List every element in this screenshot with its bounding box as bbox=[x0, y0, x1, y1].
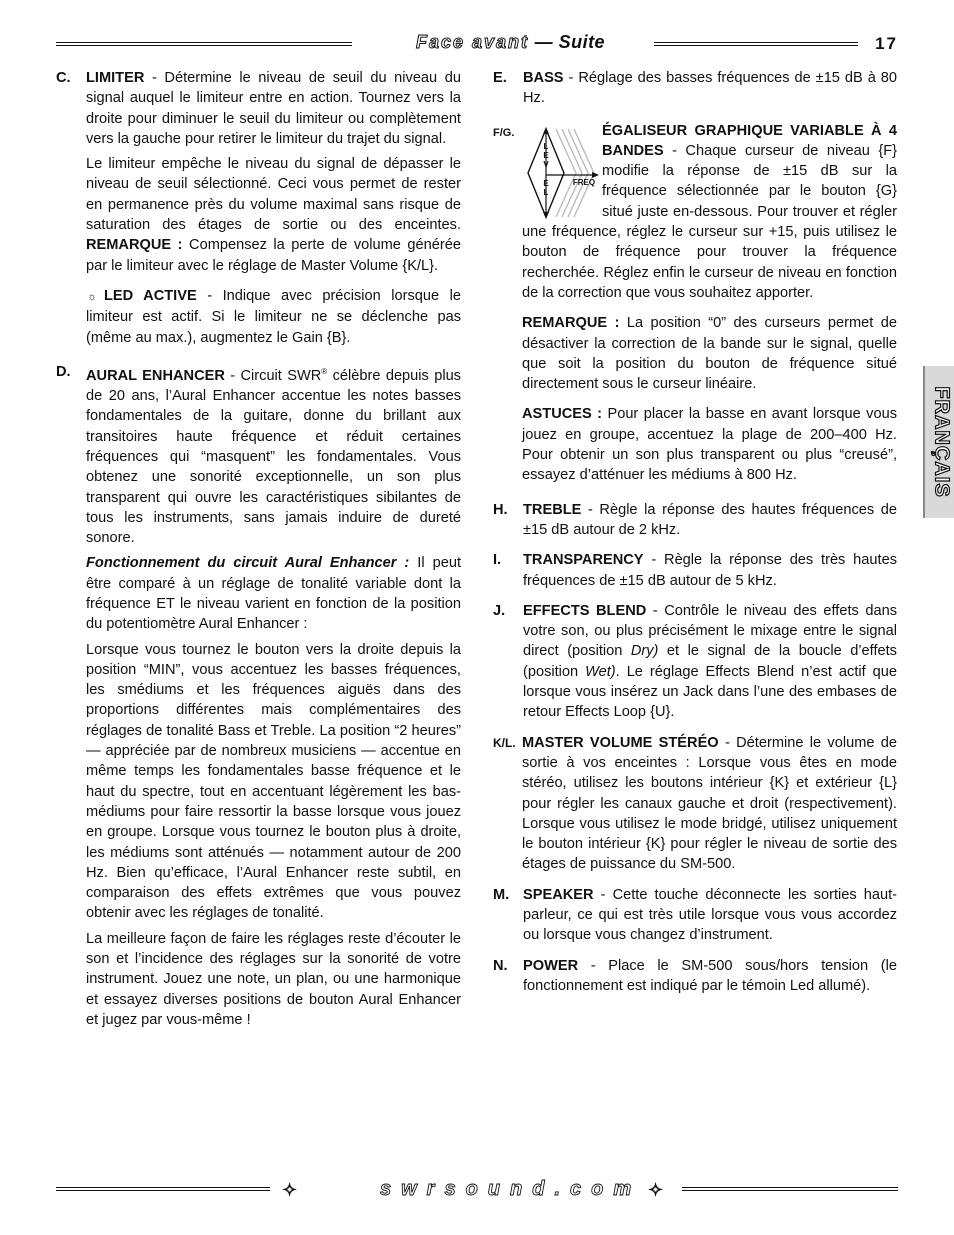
text: La position “0” des curseurs permet de désactiver la correction de la bande sur le signal, quelle que soit la position du bouton de fréquence situé directement sous le curseur linéaire. bbox=[522, 315, 897, 393]
level-letter: V bbox=[543, 159, 549, 169]
paragraph bbox=[522, 313, 897, 394]
four-point-star-icon: ✧ bbox=[282, 1180, 298, 1200]
text: - Réglage des basses fréquences de ±15 dB à 80 Hz. bbox=[523, 70, 897, 107]
section-title: SPEAKER bbox=[523, 886, 594, 903]
section-letter: M. bbox=[493, 886, 510, 903]
paragraph bbox=[86, 286, 461, 348]
paragraph bbox=[86, 362, 461, 549]
text: - Circuit SWR bbox=[224, 367, 322, 384]
paragraph bbox=[523, 550, 897, 591]
language-tab bbox=[923, 366, 954, 518]
section-letter: C. bbox=[56, 70, 71, 86]
section-title: TRANSPARENCY bbox=[523, 552, 644, 569]
section-letter: J. bbox=[493, 602, 506, 619]
section-title: LIMITER bbox=[86, 70, 145, 86]
paragraph bbox=[86, 154, 461, 276]
section-title: TREBLE bbox=[523, 501, 582, 518]
text: - Indique avec précision lorsque le limiteur est actif. Si le limiteur ne se déclenche pas (même au max.), augmentez le Gain {B}. bbox=[86, 287, 461, 346]
led-title: LED ACTIVE bbox=[104, 287, 197, 304]
section-title: BASS bbox=[523, 70, 564, 86]
paragraph bbox=[523, 601, 897, 723]
section-letter: H. bbox=[493, 501, 508, 518]
page-footer bbox=[56, 1178, 898, 1202]
section-m-speaker bbox=[493, 885, 897, 946]
subheading: Fonctionnement du circuit Aural Enhancer : bbox=[86, 555, 410, 572]
text: - Détermine le niveau de seuil du niveau du signal auquel le limiteur entre en action. Tournez vers la droite pour diminuer le seuil du limiteur ou complètement vers la gauche pour retirer le limiteur du trajet du signal. bbox=[86, 70, 461, 147]
section-letter: K/L. bbox=[493, 735, 516, 750]
text: - Règle la réponse des hautes fréquences de ±15 dB autour de 2 kHz. bbox=[523, 501, 897, 538]
paragraph: La meilleure façon de faire les réglages reste d’écouter le son et l’incidence des réglages sur la sonorité de votre instrument. Jouez une note, un plan, ou une harmonique et essayez diverses positions de bouton Aural Enhancer et jugez par vous-même ! bbox=[86, 930, 461, 1028]
wet-label: Wet) bbox=[585, 663, 616, 680]
section-fg-graphic-eq bbox=[493, 121, 897, 486]
header-rule-right bbox=[654, 42, 858, 46]
text: . Le réglage Effects Blend n’est actif que lorsque vous insérez un Jack dans l’une des embases de retour Effects Loop {U}. bbox=[523, 663, 897, 721]
section-title: POWER bbox=[523, 957, 579, 974]
section-title: EFFECTS BLEND bbox=[523, 602, 647, 619]
note-label: REMARQUE : bbox=[522, 315, 620, 332]
level-letter: L bbox=[543, 187, 549, 197]
page-header bbox=[56, 30, 898, 60]
footer-rule-right bbox=[682, 1187, 898, 1191]
page-number: 17 bbox=[875, 34, 898, 53]
section-letter: D. bbox=[56, 363, 71, 380]
text: Compensez la perte de volume générée par le limiteur avec le réglage de Master Volume {K/L}. bbox=[86, 237, 461, 274]
text: - Chaque curseur de niveau {F} modifie la réponse de ±15 dB sur la fréquence sélectionnée par le bouton {G} situé juste en-dessous. Pour trouver et régler une fréquence, réglez le curseur sur +15, puis utilisez le bouton de fréquence pour trouver la fréquence recherchée. Réglez enfin le curseur de niveau en fonction de la correction que vous souhaitez apporter. bbox=[522, 142, 897, 301]
text: - Contrôle le niveau des effets dans votre son, ou plus précisément le mixage entre le signal direct (position bbox=[523, 602, 897, 660]
page-title bbox=[416, 32, 605, 53]
paragraph bbox=[522, 733, 897, 875]
section-j-effects-blend bbox=[493, 601, 897, 723]
registered-mark: ® bbox=[321, 366, 328, 376]
level-letter: L bbox=[543, 141, 549, 151]
text: Pour placer la basse en avant lorsque vous jouez en groupe, accentuez la plage de 200–400 Hz. Pour obtenir un son plus transparent ou plus “creusé”, essayez d’atténuer les médiums à 800 Hz. bbox=[522, 406, 897, 484]
paragraph bbox=[523, 500, 897, 541]
text: - Place le SM-500 sous/hors tension (le fonctionnement est indiqué par le témoin Led allumé). bbox=[523, 957, 897, 994]
text: - Règle la réponse des très hautes fréquences de ±15 dB autour de 5 kHz. bbox=[523, 552, 897, 589]
footer-rule-left bbox=[56, 1187, 270, 1191]
header-rule-left bbox=[56, 42, 352, 46]
text: Le limiteur empêche le niveau du signal de dépasser le niveau de seuil sélectionné. Ceci vous permet de rester en permanence près du volume maximal sans risque de saturation des étages de sortie ou des enceintes. bbox=[86, 156, 461, 234]
section-e-bass bbox=[493, 68, 897, 109]
text: - Détermine le volume de sortie à vos enceintes : Lorsque vous êtes en mode stéréo, utilisez les boutons intérieur {K} et extérieur {L} pour régler les canaux gauche et droit (respectivement). Lorsque vous utilisez le mode bridgé, utilisez uniquement le bouton intérieur {K} pour régler le niveau de sortie des étages de puissance du SM-500. bbox=[522, 734, 897, 873]
section-letter: I. bbox=[493, 552, 502, 569]
paragraph bbox=[522, 404, 897, 485]
text: Il peut être comparé à un réglage de tonalité variable dont la fréquence ET le niveau varient en fonction de la position du potentiomètre Aural Enhancer : bbox=[86, 555, 461, 633]
section-title: ÉGALISEUR GRAPHIQUE VARIABLE À 4 BANDES bbox=[602, 122, 897, 159]
right-column bbox=[493, 68, 897, 1006]
paragraph bbox=[523, 885, 897, 946]
four-point-star-icon: ✧ bbox=[648, 1180, 664, 1200]
paragraph bbox=[523, 956, 897, 997]
left-column bbox=[56, 68, 461, 1040]
section-letter: F/G. bbox=[493, 126, 515, 139]
text: - Cette touche déconnecte les sorties haut-parleur, ce qui est très utile lorsque vous vous accordez ou lorsque vous changez d’instrument. bbox=[523, 886, 897, 944]
section-n-power bbox=[493, 956, 897, 997]
section-i-transparency bbox=[493, 550, 897, 591]
paragraph bbox=[86, 553, 461, 634]
level-letter: E bbox=[543, 150, 549, 160]
paragraph bbox=[523, 68, 897, 109]
section-letter: N. bbox=[493, 957, 508, 974]
level-letter: E bbox=[543, 178, 549, 188]
paragraph: Lorsque vous tournez le bouton vers la droite depuis la position “MIN”, vous accentuez les basses fréquences, les smédiums et les fréquences aiguës dans des proportions différentes mais complémentaires des réglages de tonalité Bass et Treble. La position “2 heures” — appréciée par de nombreux musiciens — accentue en même temps les fondamentales basse fréquence et le haut du spectre, tout en accentuant légèrement les bas-médiums pour faire ressortir la basse lorsque vous jouez en groupe. Lorsque vous tournez le bouton plus à droite, les médiums sont atténués — notamment autour de 200 Hz. Bien qu’efficace, l’Aural Enhancer reste subtil, en comparaison des effets extrêmes que vous pouvez obtenir avec les réglages de tonalité. bbox=[86, 641, 461, 922]
language-tab-label: FRANÇAIS bbox=[930, 386, 952, 498]
eq-slider-figure bbox=[526, 125, 604, 221]
section-letter: E. bbox=[493, 70, 507, 86]
tips-label: ASTUCES : bbox=[522, 406, 603, 423]
section-c-limiter bbox=[56, 68, 461, 348]
dry-label: Dry) bbox=[630, 643, 659, 660]
page-title-rest: — Suite bbox=[529, 32, 606, 52]
freq-label: FREQ bbox=[572, 177, 596, 187]
section-kl-master-volume bbox=[493, 733, 897, 875]
paragraph bbox=[86, 68, 461, 149]
website-url: swrsound.com bbox=[380, 1178, 642, 1200]
note-label: REMARQUE : bbox=[86, 237, 183, 254]
section-title: MASTER VOLUME STÉRÉO bbox=[522, 734, 719, 751]
led-icon: ☼ bbox=[86, 290, 98, 303]
section-d-aural-enhancer bbox=[56, 362, 461, 1030]
text: célèbre depuis plus de 20 ans, l’Aural Enhancer accentue les notes basses fondamentales de la guitare, donne du brillant aux transitoires haute fréquence et réduit certaines fréquences qui “masquent” les fondamentales. Vous obtenez une sonorité exceptionnelle, un son plus transparent qui ouvre les caractéristiques sibilantes de tous les instruments, sans jamais induire de dureté sonore. bbox=[86, 367, 461, 547]
text: et le signal de la boucle d’effets (position bbox=[523, 643, 897, 680]
section-title: AURAL ENHANCER bbox=[86, 367, 225, 384]
section-h-treble bbox=[493, 500, 897, 541]
page-title-outline: Face avant bbox=[416, 32, 530, 52]
